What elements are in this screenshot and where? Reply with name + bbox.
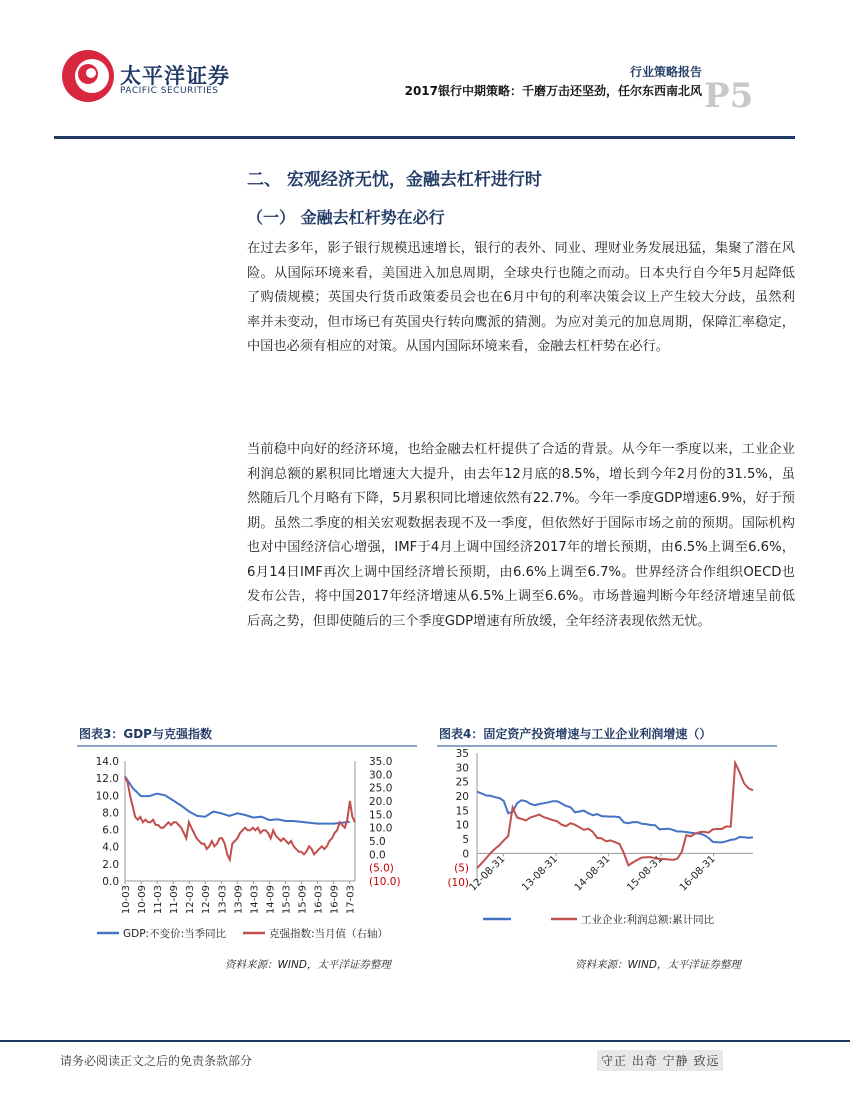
figure-3-chart [77, 747, 417, 947]
figure-4-chart [437, 747, 777, 947]
x-tick-label: 15-03 [281, 885, 293, 915]
legend-label-keqiang: 克强指数:当月值（右轴） [269, 928, 389, 940]
x-tick-label: 17-03 [345, 885, 357, 915]
x-tick-label: 14-09 [265, 885, 277, 915]
logo-text-cn: 太平洋证券 [120, 64, 230, 88]
x-tick-label: 12-03 [185, 885, 197, 915]
page-number: P5 [704, 76, 754, 116]
figure-4-source: 资料来源：WIND，太平洋证券整理 [575, 959, 741, 971]
x-tick-label: 13-03 [217, 885, 229, 915]
logo-mark-icon [58, 46, 120, 108]
x-tick-label: 16-03 [313, 885, 325, 915]
x-tick-label: 10-09 [137, 885, 149, 915]
y-left-tick-label: 8.0 [102, 807, 119, 820]
x-tick-label: 14-08-31 [572, 853, 613, 894]
x-tick-label: 15-08-31 [625, 853, 666, 894]
report-type: 行业策略报告 [629, 65, 702, 79]
footer-divider [0, 1040, 850, 1042]
x-tick-label: 16-08-31 [677, 853, 718, 894]
y-right-tick-label: (5.0) [369, 862, 394, 875]
y-left-tick-label: 4.0 [102, 841, 119, 854]
paragraph-2: 当前稳中向好的经济环境，也给金融去杠杆提供了合适的背景。从今年一季度以来，工业企业利润总额的累积同比增速大大提升，由去年12月底的8.5%，增长到今年2月份的31.5%，虽然随后几个月略有下降，5月累积同比增速依然有22.7%。今年一季度GDP增速6.9%，好于预期。虽然二季度的相关宏观数据表现不及一季度，但依然好于国际市场之前的预期。国际机构也对中国经济信心增强，IMF于4月上调中国经济2017年的增长预期，由6.5%上调至6.6%，6月14日IMF再次上调中国经济增长预期，由6.6%上调至6.7%。世界经济合作组织OECD也发布公告，将中国2017年经济增速从6.5%上调至6.6%。市场普遍判断今年经济增速呈前低后高之势，但即使随后的三个季度GDP增速有所放缓，全年经济表现依然无忧。 [247, 442, 795, 629]
y-right-tick-label: 10.0 [369, 822, 393, 835]
x-tick-label: 15-09 [297, 885, 309, 915]
y-left-tick-label: 2.0 [102, 858, 119, 871]
y-tick-label: 20 [455, 791, 469, 803]
figure-4-title: 图表4：固定资产投资增速与工业企业利润增速（） [439, 727, 712, 741]
x-tick-label: 16-09 [329, 885, 341, 915]
y-tick-label: (5) [454, 862, 469, 875]
x-tick-label: 11-03 [153, 885, 165, 915]
y-tick-label: 5 [462, 834, 469, 846]
y-right-tick-label: 30.0 [369, 769, 393, 782]
x-tick-label: 13-09 [233, 885, 245, 915]
y-tick-label: 25 [455, 776, 469, 789]
logo-text-en: PACIFIC SECURITIES [120, 86, 219, 96]
figure-4-title-bar [437, 723, 777, 747]
figure-3 [77, 723, 417, 973]
y-left-tick-label: 10.0 [95, 790, 119, 803]
paragraph-1: 在过去多年，影子银行规模迅速增长，银行的表外、同业、理财业务发展迅猛，集聚了潜在风险。从国际环境来看，美国进入加息周期，全球央行也随之而动。日本央行自今年5月起降低了购债规模；英国央行货币政策委员会也在6月中旬的利率决策会议上产生较大分歧，虽然利率并未变动，但市场已有英国央行转向鹰派的猜测。为应对美元的加息周期，保障汇率稳定，中国也必须有相应的对策。从国内国际环境来看，金融去杠杆势在必行。 [247, 241, 795, 354]
y-right-tick-label: 35.0 [369, 756, 393, 768]
series-gdp-line [125, 776, 350, 823]
series-profit-line [477, 763, 753, 868]
y-left-tick-label: 14.0 [95, 756, 119, 768]
x-tick-label: 12-09 [201, 885, 213, 915]
header-divider [54, 136, 795, 139]
y-tick-label: 10 [455, 819, 469, 832]
figure-3-source: 资料来源：WIND，太平洋证券整理 [225, 959, 391, 971]
legend-label-gdp: GDP:不变价:当季同比 [123, 928, 227, 940]
series-keqiang-line [125, 777, 355, 860]
footer-disclaimer: 请务必阅读正文之后的免责条款部分 [60, 1054, 253, 1068]
y-right-tick-label: 15.0 [369, 809, 393, 822]
y-tick-label: 15 [455, 805, 469, 818]
subsection-title: （一） 金融去杠杆势在必行 [247, 208, 445, 227]
x-tick-label: 10-03 [121, 885, 132, 915]
y-tick-label: 0 [462, 848, 469, 861]
legend-label-profit: 工业企业:利润总额:累计同比 [581, 914, 715, 926]
y-left-tick-label: 6.0 [102, 824, 119, 837]
figure-3-title: 图表3：GDP与克强指数 [79, 727, 212, 741]
y-tick-label: 30 [455, 762, 469, 775]
x-tick-label: 11-09 [169, 885, 181, 915]
section-title: 二、 宏观经济无忧，金融去杠杆进行时 [247, 170, 542, 190]
y-right-tick-label: (10.0) [369, 876, 401, 888]
x-tick-label: 12-08-31 [467, 853, 508, 894]
footer-motto: 守正 出奇 宁静 致远 [597, 1050, 723, 1071]
figure-4 [437, 723, 777, 973]
figure-3-title-bar [77, 723, 417, 747]
y-right-tick-label: 5.0 [369, 836, 386, 848]
y-right-tick-label: 25.0 [369, 782, 393, 795]
y-tick-label: 35 [455, 748, 469, 760]
x-tick-label: 13-08-31 [520, 853, 560, 894]
y-tick-label: (10) [447, 877, 469, 889]
y-left-tick-label: 12.0 [95, 773, 119, 786]
y-right-tick-label: 0.0 [369, 849, 386, 862]
y-right-tick-label: 20.0 [369, 796, 393, 808]
y-left-tick-label: 0.0 [102, 876, 119, 888]
x-tick-label: 14-03 [249, 885, 261, 915]
report-title: 2017银行中期策略：千磨万击还坚劲，任尔东西南北风 [404, 84, 702, 98]
